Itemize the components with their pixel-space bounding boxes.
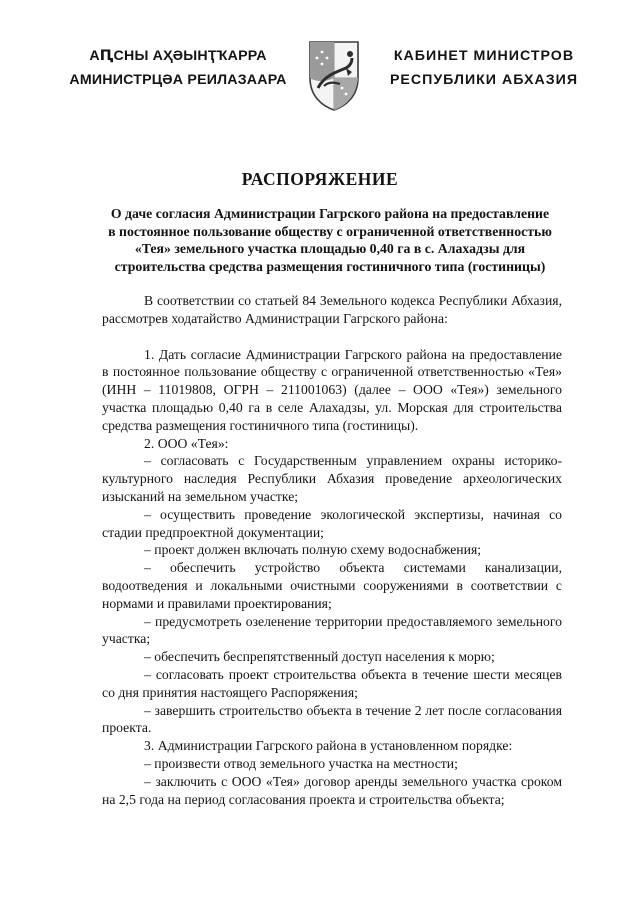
subject-line: строительства средства размещения гостиничного типа (гостиницы) (114, 258, 546, 274)
subject-line: «Тея» земельного участка площадью 0,40 га в с. Алахадзы для (134, 241, 526, 256)
document-title: РАСПОРЯЖЕНИЕ (241, 169, 399, 189)
item-3-lease-agreement: – заключить с ООО «Тея» договор аренды земельного участка сроком на 2,5 года на период согласования проекта и строительства объекта; (102, 773, 562, 807)
item-2-heading: 2. ООО «Тея»: (144, 435, 229, 451)
subject-line: О даче согласия Администрации Гагрского района на предоставление (110, 206, 550, 221)
document-body (102, 292, 562, 808)
item-3-land-allocation: – произвести отвод земельного участка на местности; (144, 755, 458, 771)
item-2-water-supply: – проект должен включать полную схему водоснабжения; (144, 542, 482, 558)
subject-line: в постоянное пользование обществу с ограниченной ответственностью (108, 223, 552, 239)
item-2-ecology: – осуществить проведение экологической экспертизы, начиная со стадии предпроектной документации; (102, 506, 562, 540)
item-2-construction-deadline: – завершить строительство объекта в течение 2 лет после согласования проекта. (102, 702, 562, 736)
preamble-paragraph: В соответствии со статьей 84 Земельного кодекса Республики Абхазия, рассмотрев ходатайство Администрации Гагрского района: (102, 293, 562, 326)
header-left-line-2: АМИНИСТРЦӘА РЕИЛАЗААРА (69, 72, 287, 88)
header-right-line-2: РЕСПУБЛИКИ АБХАЗИЯ (389, 72, 579, 88)
item-2-sewerage: – обеспечить устройство объекта системами канализации, водоотведения и локальными очистными сооружениями в соответствии с нормами и правилами проектирования; (102, 560, 562, 611)
item-2-greening: – предусмотреть озеленение территории предоставляемого земельного участка; (102, 613, 562, 647)
item-1-grant-consent: 1. Дать согласие Администрации Гагрского района на предоставление в постоянное пользование обществу с ограниченной ответственностью «Тея» (ИНН – 11019808, ОГРН – 211001063) (далее – ООО «Тея») земельного участка площадью 0,40 га в селе Алахадзы, ул. Морская для строительства средства размещения гостиничного типа (гостиницы). (102, 346, 562, 433)
document-subject (100, 205, 560, 275)
abkhazia-coat-of-arms-icon (306, 38, 362, 112)
header-right-line-1: КАБИНЕТ МИНИСТРОВ (393, 48, 575, 64)
header-left-line-1: АԤСНЫ АҲӘЫНҬҠАРРА (89, 48, 267, 64)
item-2-sea-access: – обеспечить беспрепятственный доступ населения к морю; (144, 649, 495, 665)
item-3-heading: 3. Администрации Гагрского района в установленном порядке: (144, 738, 513, 754)
paragraph-gap (102, 328, 562, 346)
header-right-russian (380, 44, 588, 92)
item-2-archaeology: – согласовать с Государственным управлением охраны историко-культурного наследия Республики Абхазия проведение археологических изысканий на земельном участке; (102, 453, 562, 504)
header-left-abkhaz (58, 44, 298, 92)
item-2-project-approval: – согласовать проект строительства объекта в течение шести месяцев со дня принятия настоящего Распоряжения; (102, 666, 562, 700)
